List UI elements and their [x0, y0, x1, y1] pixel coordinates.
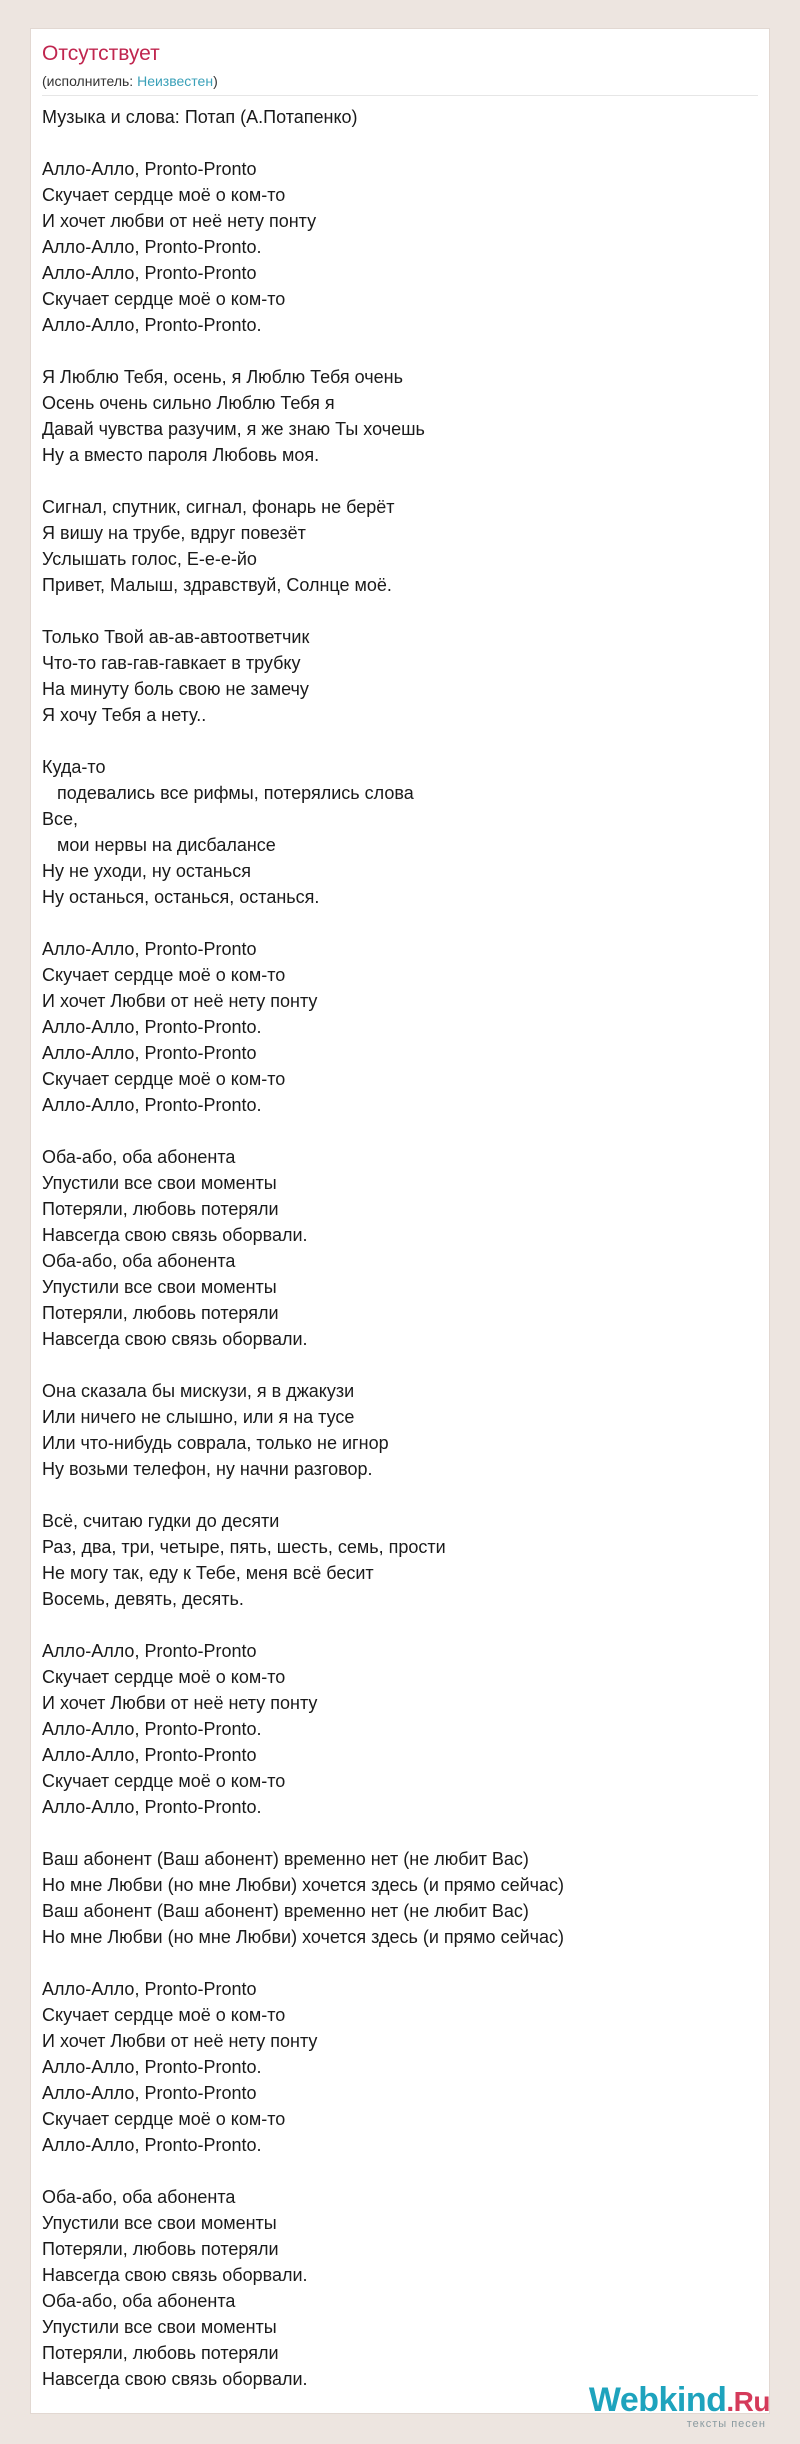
lyric-line: Алло-Алло, Pronto-Pronto [42, 1043, 257, 1063]
lyric-line: Скучает сердце моё о ком-то [42, 1069, 286, 1089]
lyric-line: Привет, Малыш, здравствуй, Солнце моё. [42, 575, 392, 595]
lyric-line: Алло-Алло, Pronto-Pronto. [42, 2135, 262, 2155]
lyrics-block [42, 104, 758, 2392]
lyric-line: Алло-Алло, Pronto-Pronto. [42, 237, 262, 257]
lyric-line: Все, [42, 809, 79, 829]
artist-line [42, 72, 218, 90]
lyric-line: Она сказала бы мискузи, я в джакузи [42, 1381, 355, 1401]
lyric-line: И хочет Любви от неё нету понту [42, 1693, 318, 1713]
lyric-line: Я хочу Тебя а нету.. [42, 705, 207, 725]
lyric-spacer [42, 338, 758, 364]
lyric-line: Алло-Алло, Pronto-Pronto. [42, 1719, 262, 1739]
lyric-line: Упустили все свои моменты [42, 1173, 277, 1193]
lyric-spacer [42, 1352, 758, 1378]
lyric-line: Ну а вместо пароля Любовь моя. [42, 445, 320, 465]
lyric-line: Или что-нибудь соврала, только не игнор [42, 1433, 389, 1453]
lyric-spacer [42, 468, 758, 494]
lyric-line: Скучает сердце моё о ком-то [42, 2109, 286, 2129]
lyric-line: Алло-Алло, Pronto-Pronto. [42, 1095, 262, 1115]
lyric-line: Алло-Алло, Pronto-Pronto. [42, 315, 262, 335]
lyric-line: Осень очень сильно Люблю Тебя я [42, 393, 335, 413]
lyric-line: Оба-або, оба абонента [42, 2291, 236, 2311]
lyric-line: Алло-Алло, Pronto-Pronto [42, 263, 257, 283]
header-divider [42, 95, 758, 96]
artist-suffix: ) [213, 73, 218, 89]
lyric-spacer [42, 1612, 758, 1638]
lyric-line: Скучает сердце моё о ком-то [42, 965, 286, 985]
lyric-line: Потеряли, любовь потеряли [42, 1303, 279, 1323]
lyric-line: Оба-або, оба абонента [42, 2187, 236, 2207]
lyric-line: Раз, два, три, четыре, пять, шесть, семь, прости [42, 1537, 446, 1557]
logo-tagline: тексты песен [686, 2418, 766, 2430]
lyric-line: Ну возьми телефон, ну начни разговор. [42, 1459, 373, 1479]
lyric-line: Сигнал, спутник, сигнал, фонарь не берёт [42, 497, 395, 517]
lyric-line: Алло-Алло, Pronto-Pronto [42, 1641, 257, 1661]
lyric-line: Давай чувства разучим, я же знаю Ты хочешь [42, 419, 425, 439]
lyric-line: Потеряли, любовь потеряли [42, 2239, 279, 2259]
lyric-line: Оба-або, оба абонента [42, 1251, 236, 1271]
lyric-line: Я Люблю Тебя, осень, я Люблю Тебя очень [42, 367, 403, 387]
lyric-line: Упустили все свои моменты [42, 1277, 277, 1297]
lyric-line: Алло-Алло, Pronto-Pronto. [42, 1797, 262, 1817]
logo-tld: .Ru [726, 2386, 770, 2417]
song-title: Отсутствует [42, 42, 160, 65]
lyric-line: Навсегда свою связь оборвали. [42, 1329, 308, 1349]
lyric-line: Всё, считаю гудки до десяти [42, 1511, 280, 1531]
logo-main: Webkind [588, 2381, 727, 2419]
lyric-line: Скучает сердце моё о ком-то [42, 289, 286, 309]
lyric-line: Не могу так, еду к Тебе, меня всё бесит [42, 1563, 374, 1583]
lyric-line: Скучает сердце моё о ком-то [42, 1667, 286, 1687]
lyric-line: Потеряли, любовь потеряли [42, 2343, 279, 2363]
lyric-spacer [42, 1482, 758, 1508]
lyric-line: Ну останься, останься, останься. [42, 887, 320, 907]
lyric-line: Или ничего не слышно, или я на тусе [42, 1407, 355, 1427]
lyric-line: мои нервы на дисбалансе [42, 835, 276, 855]
lyric-line: Алло-Алло, Pronto-Pronto. [42, 2057, 262, 2077]
lyric-line: Упустили все свои моменты [42, 2317, 277, 2337]
artist-prefix: (исполнитель: [42, 73, 138, 89]
lyric-line: Алло-Алло, Pronto-Pronto [42, 159, 257, 179]
lyric-line: Что-то гав-гав-гавкает в трубку [42, 653, 301, 673]
lyric-spacer [42, 910, 758, 936]
lyric-spacer [42, 1950, 758, 1976]
lyric-line: На минуту боль свою не замечу [42, 679, 309, 699]
lyric-line: Алло-Алло, Pronto-Pronto [42, 1745, 257, 1765]
lyric-line: Ну не уходи, ну останься [42, 861, 251, 881]
lyric-line: Ваш абонент (Ваш абонент) временно нет (не любит Вас) [42, 1901, 529, 1921]
lyric-line: Алло-Алло, Pronto-Pronto [42, 939, 257, 959]
lyric-spacer [42, 2158, 758, 2184]
lyric-spacer [42, 1118, 758, 1144]
lyric-line: Услышать голос, Е-е-е-йо [42, 549, 257, 569]
lyric-line: Навсегда свою связь оборвали. [42, 2369, 308, 2389]
lyric-line: подевались все рифмы, потерялись слова [42, 783, 414, 803]
lyric-line: Куда-то [42, 757, 106, 777]
lyric-spacer [42, 1820, 758, 1846]
lyric-line: Скучает сердце моё о ком-то [42, 2005, 286, 2025]
lyric-line: Алло-Алло, Pronto-Pronto [42, 1979, 257, 1999]
lyric-line: Алло-Алло, Pronto-Pronto. [42, 1017, 262, 1037]
lyric-line: Скучает сердце моё о ком-то [42, 185, 286, 205]
lyric-line: И хочет Любви от неё нету понту [42, 991, 318, 1011]
webkind-logo[interactable] [589, 2382, 770, 2420]
lyric-line: Навсегда свою связь оборвали. [42, 2265, 308, 2285]
lyric-line: Алло-Алло, Pronto-Pronto [42, 2083, 257, 2103]
lyric-line: Ваш абонент (Ваш абонент) временно нет (не любит Вас) [42, 1849, 529, 1869]
lyric-line: Навсегда свою связь оборвали. [42, 1225, 308, 1245]
lyric-line: Упустили все свои моменты [42, 2213, 277, 2233]
lyric-line: Восемь, девять, десять. [42, 1589, 244, 1609]
lyric-line: Но мне Любви (но мне Любви) хочется здесь (и прямо сейчас) [42, 1875, 565, 1895]
lyric-line: Оба-або, оба абонента [42, 1147, 236, 1167]
lyric-line: Музыка и слова: Потап (А.Потапенко) [42, 107, 358, 127]
lyric-line: И хочет Любви от неё нету понту [42, 2031, 318, 2051]
lyric-spacer [42, 130, 758, 156]
lyric-line: И хочет любви от неё нету понту [42, 211, 317, 231]
lyric-spacer [42, 728, 758, 754]
lyric-line: Только Твой ав-ав-автоответчик [42, 627, 310, 647]
lyric-line: Но мне Любви (но мне Любви) хочется здесь (и прямо сейчас) [42, 1927, 565, 1947]
site-brand[interactable] [589, 2382, 770, 2430]
lyric-spacer [42, 598, 758, 624]
lyric-line: Я вишу на трубе, вдруг повезёт [42, 523, 306, 543]
artist-link[interactable]: Неизвестен [137, 73, 214, 89]
lyric-line: Скучает сердце моё о ком-то [42, 1771, 286, 1791]
lyric-line: Потеряли, любовь потеряли [42, 1199, 279, 1219]
